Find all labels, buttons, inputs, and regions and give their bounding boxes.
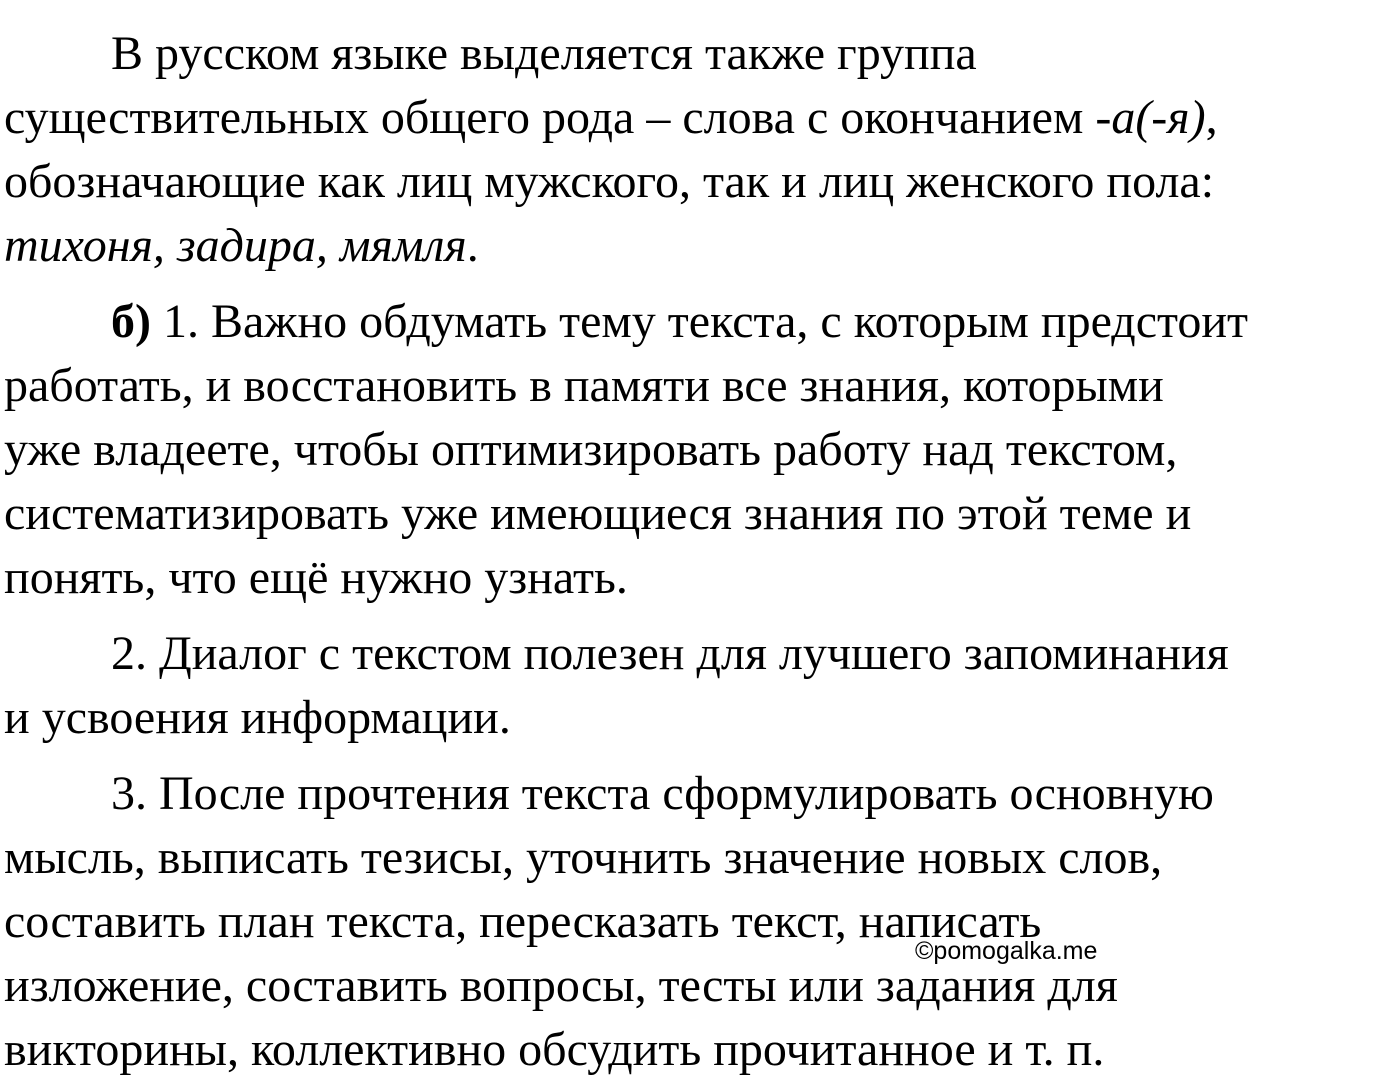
text-line: викторины, коллективно обсудить прочитанное и т. п.: [4, 1023, 1105, 1076]
paragraph-answer-b-2: [4, 622, 1396, 750]
text-line: [4, 214, 1396, 278]
text-line: систематизировать уже имеющиеся знания по этой теме и: [4, 487, 1192, 540]
text-segment: 1. Важно обдумать тему текста, с которым предстоит: [150, 295, 1248, 348]
ending-italic: -а(-я): [1095, 91, 1206, 144]
watermark-text: ©pomogalka.me: [915, 937, 1098, 965]
text-segment: .: [466, 219, 479, 272]
paragraph-spacer: [4, 278, 1396, 290]
text-line: 3. После прочтения текста сформулировать основную: [111, 767, 1214, 820]
text-line: понять, что ещё нужно узнать.: [4, 551, 628, 604]
text-line: работать, и восстановить в памяти все знания, которыми: [4, 359, 1164, 412]
paragraph-answer-b-1: [4, 290, 1396, 610]
answer-marker: б): [111, 295, 151, 348]
paragraph-common-gender: [4, 22, 1396, 278]
text-line: [4, 86, 1396, 150]
text-line: и усвоения информации.: [4, 691, 511, 744]
text-line: мысль, выписать тезисы, уточнить значение новых слов,: [4, 831, 1163, 884]
text-segment: существительных общего рода – слова с окончанием: [4, 91, 1096, 144]
text-line: изложение, составить вопросы, тесты или задания для: [4, 959, 1118, 1012]
text-line: 2. Диалог с текстом полезен для лучшего запоминания: [111, 627, 1229, 680]
text-line: обозначающие как лиц мужского, так и лиц женского пола:: [4, 155, 1215, 208]
text-segment: ,: [1205, 91, 1218, 144]
paragraph-spacer: [4, 750, 1396, 762]
text-line: уже владеете, чтобы оптимизировать работу над текстом,: [4, 423, 1178, 476]
text-line: В русском языке выделяется также группа: [111, 27, 977, 80]
paragraph-spacer: [4, 610, 1396, 622]
document-page: [4, 22, 1396, 1082]
examples-italic: тихоня, задира, мямля: [4, 219, 467, 272]
paragraph-answer-b-3: [4, 762, 1396, 1082]
text-line: [4, 290, 1396, 354]
text-line: составить план текста, пересказать текст, написать: [4, 895, 1042, 948]
